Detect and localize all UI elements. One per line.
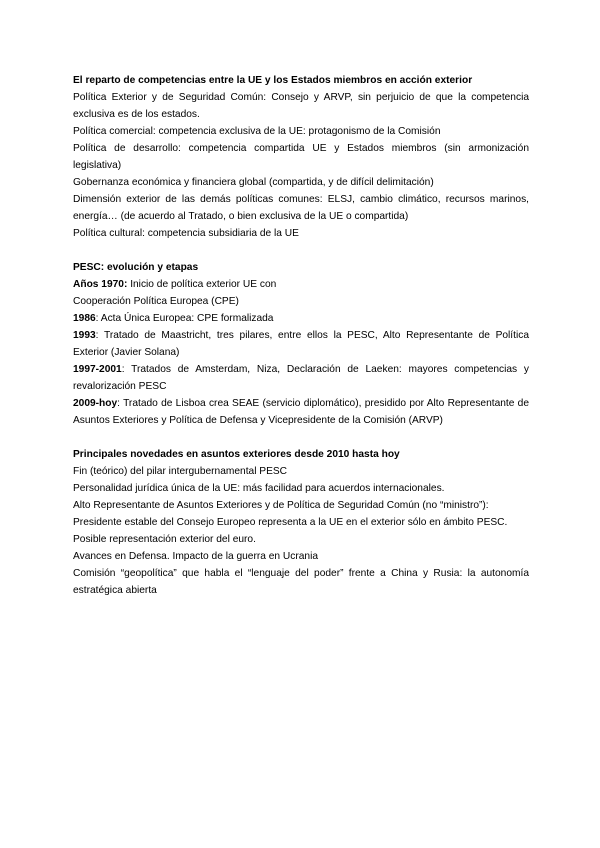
paragraph: Alto Representante de Asuntos Exteriores y de Política de Seguridad Común (no “ministro”): (73, 500, 489, 511)
paragraph-text: Inicio de política exterior UE con (127, 279, 277, 290)
date-label: 1986 (73, 313, 96, 324)
date-label: 2009-hoy (73, 398, 118, 409)
paragraph: Política Exterior y de Seguridad Común: Consejo y ARVP, sin perjuicio de que la competencia exclusiva es de los estados. (73, 92, 529, 120)
paragraph-text: : Acta Única Europea: CPE formalizada (95, 313, 274, 324)
paragraph: Gobernanza económica y financiera global (compartida, y de difícil delimitación) (73, 177, 434, 188)
paragraph: Personalidad jurídica única de la UE: más facilidad para acuerdos internacionales. (73, 483, 445, 494)
section-pesc-evolucion (73, 259, 529, 429)
document-page (73, 72, 529, 599)
date-label: 1993 (73, 330, 96, 341)
paragraph: Avances en Defensa. Impacto de la guerra en Ucrania (73, 551, 319, 562)
date-label: 1997-2001 (73, 364, 122, 375)
paragraph: Posible representación exterior del euro. (73, 534, 256, 545)
paragraph (73, 276, 529, 293)
paragraph (73, 395, 529, 429)
paragraph-text: : Tratado de Lisboa crea SEAE (servicio diplomático), presidido por Alto Representante de Asuntos Exteriores y Política de Defensa y Vicepresidente de la Comisión (ARVP) (73, 398, 529, 426)
paragraph: Comisión “geopolítica” que habla el “lenguaje del poder” frente a China y Rusia: la autonomía estratégica abierta (73, 568, 529, 596)
section-heading: Principales novedades en asuntos exteriores desde 2010 hasta hoy (73, 449, 400, 460)
paragraph (73, 327, 529, 361)
section-novedades (73, 446, 529, 599)
date-label: Años 1970: (73, 279, 128, 290)
paragraph: Fin (teórico) del pilar intergubernamental PESC (73, 466, 288, 477)
paragraph: Presidente estable del Consejo Europeo representa a la UE en el exterior sólo en ámbito PESC. (73, 517, 508, 528)
section-heading: PESC: evolución y etapas (73, 262, 199, 273)
paragraph: Política comercial: competencia exclusiva de la UE: protagonismo de la Comisión (73, 126, 441, 137)
section-heading: El reparto de competencias entre la UE y los Estados miembros en acción exterior (73, 75, 473, 86)
paragraph: Cooperación Política Europea (CPE) (73, 296, 239, 307)
paragraph: Política de desarrollo: competencia compartida UE y Estados miembros (sin armonización legislativa) (73, 143, 529, 171)
paragraph-text: : Tratados de Amsterdam, Niza, Declaración de Laeken: mayores competencias y revalorización PESC (73, 364, 529, 392)
section-competencias (73, 72, 529, 242)
paragraph-text: : Tratado de Maastricht, tres pilares, entre ellos la PESC, Alto Representante de Política Exterior (Javier Solana) (73, 330, 529, 358)
paragraph: Dimensión exterior de las demás políticas comunes: ELSJ, cambio climático, recursos marinos, energía… (de acuerdo al Tratado, o bien exclusiva de la UE o compartida) (73, 194, 529, 222)
paragraph: Política cultural: competencia subsidiaria de la UE (73, 228, 299, 239)
paragraph (73, 310, 529, 327)
paragraph (73, 361, 529, 395)
